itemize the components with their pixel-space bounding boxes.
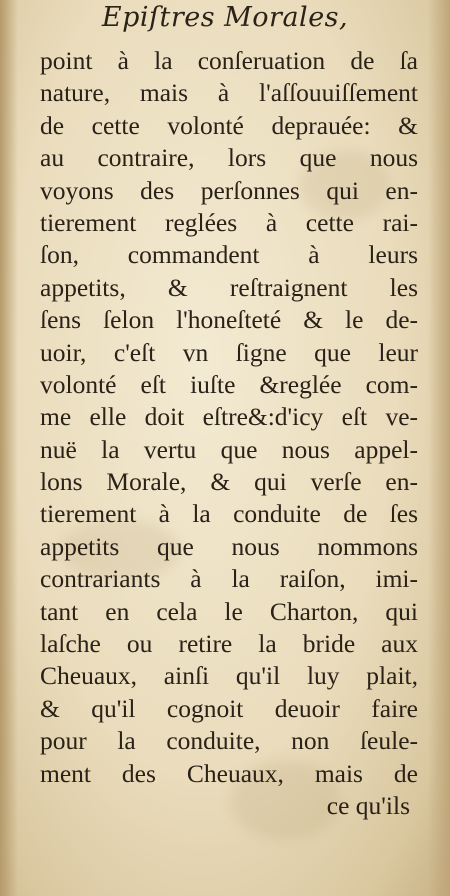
text-line: point à la conſeruation de ſa (40, 46, 418, 75)
text-line: voyons des perſonnes qui en- (40, 175, 418, 205)
text-line: appetits, & reſtraignent les (40, 272, 418, 302)
page-edge-left (0, 0, 18, 896)
text-line: ſon, commandent à leurs (40, 240, 418, 270)
text-line: appetits que nous nommons (40, 531, 418, 561)
text-line: & qu'il cognoit deuoir faire (40, 693, 418, 723)
text-line: au contraire, lors que nous (40, 143, 418, 173)
catchword: ce qu'ils (326, 790, 410, 820)
text-line: tierement à la conduite de ſes (40, 499, 418, 529)
body-text (40, 45, 418, 822)
text-line: pour la conduite, non ſeule- (40, 726, 418, 756)
text-line: me elle doit eſtre&:d'icy eſt ve- (40, 402, 418, 432)
text-line: ſens ſelon l'honeſteté & le de- (40, 305, 418, 335)
text-line: tant en cela le Charton, qui (40, 596, 418, 626)
text-line: laſche ou retire la bride aux (40, 629, 418, 659)
running-head: Epiſtres Morales, (101, 2, 349, 33)
text-line: uoir, c'eſt vn ſigne que leur (40, 337, 418, 367)
text-line: nuë la vertu que nous appel- (40, 434, 418, 464)
page-edge-right (428, 0, 450, 896)
text-line: lons Morale, & qui verſe en- (40, 467, 418, 497)
text-line: Cheuaux, ainſi qu'il luy plait, (40, 661, 418, 691)
text-line: contrariants à la raiſon, imi- (40, 564, 418, 594)
text-line: nature, mais à l'aſſouuiſſement (40, 78, 418, 108)
text-line: tierement reglées à cette rai- (40, 207, 418, 237)
text-line: de cette volonté deprauée: & (40, 110, 418, 140)
text-line: ment des Cheuaux, mais de (40, 758, 418, 788)
text-line: volonté eſt iuſte &reglée com- (40, 369, 418, 399)
